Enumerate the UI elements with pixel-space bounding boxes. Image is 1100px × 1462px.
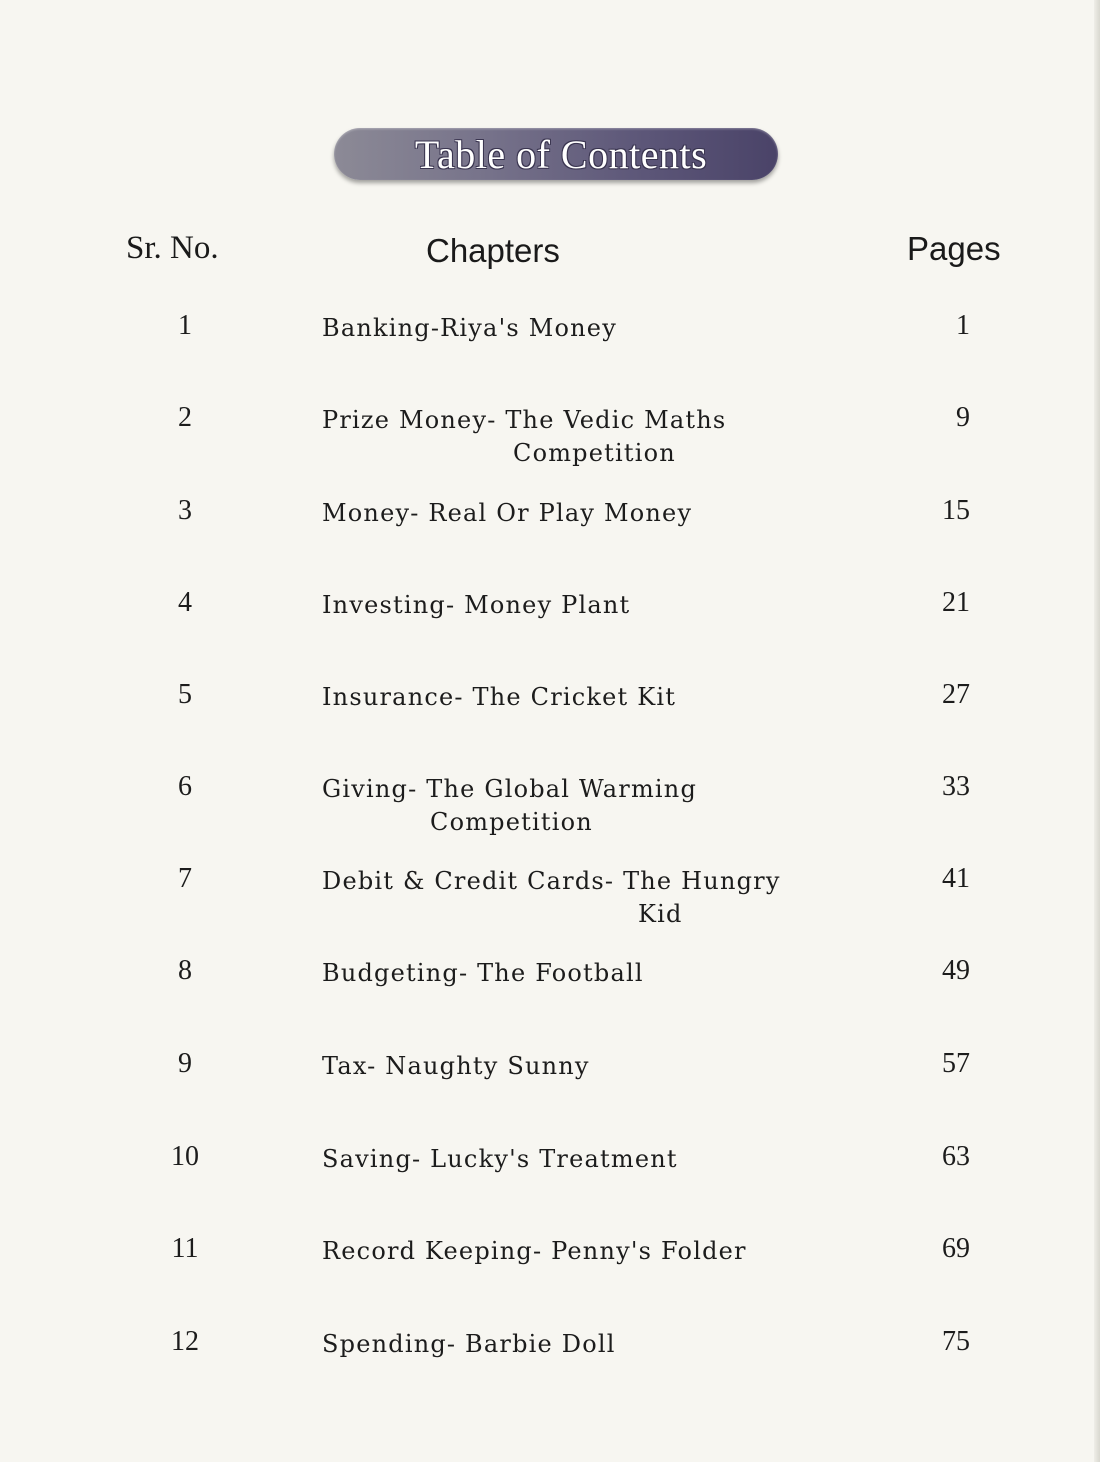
chapter-text: Insurance- The Cricket Kit [322,683,677,711]
toc-row [0,863,1100,943]
toc-row [0,1048,1100,1128]
chapter-title [322,1328,882,1361]
header-pages: Pages [907,230,1001,267]
sr-number: 12 [171,1326,199,1357]
page-number: 33 [942,771,970,802]
toc-row [0,1233,1100,1313]
chapter-text: Tax- Naughty Sunny [322,1052,590,1080]
chapter-text: Spending- Barbie Doll [322,1330,616,1358]
toc-row [0,495,1100,575]
sr-number: 3 [178,495,192,526]
chapter-continuation: Kid [638,900,683,928]
page-title: Table of Contents [414,131,708,177]
toc-row [0,771,1100,851]
sr-number: 11 [171,1233,199,1264]
page-number: 49 [942,955,970,986]
page-number: 15 [942,495,970,526]
header-chapters: Chapters [426,232,560,269]
chapter-text: Debit & Credit Cards- The Hungry [322,867,781,895]
sr-number: 1 [178,310,192,341]
sr-number: 10 [171,1141,199,1172]
chapter-title [322,497,882,530]
chapter-title [322,312,882,345]
page-number: 41 [942,863,970,894]
chapter-text: Giving- The Global Warming [322,775,698,803]
chapter-text: Prize Money- The Vedic Maths [322,406,727,434]
header-sr-no: Sr. No. [126,230,219,266]
sr-number: 4 [178,587,192,618]
page-number: 1 [956,310,970,341]
chapter-title [322,773,882,839]
sr-number: 8 [178,955,192,986]
toc-row [0,1326,1100,1406]
chapter-title [322,681,882,714]
chapter-title [322,589,882,622]
toc-row [0,402,1100,482]
chapter-text: Saving- Lucky's Treatment [322,1145,678,1173]
chapter-text: Money- Real Or Play Money [322,499,693,527]
page-number: 9 [956,402,970,433]
chapter-title [322,404,882,470]
chapter-text: Record Keeping- Penny's Folder [322,1237,747,1265]
page-number: 27 [942,679,970,710]
page-number: 69 [942,1233,970,1264]
sr-number: 9 [178,1048,192,1079]
chapter-text: Budgeting- The Football [322,959,644,987]
chapter-title [322,1143,882,1176]
chapter-continuation: Competition [513,439,676,467]
sr-number: 7 [178,863,192,894]
toc-row [0,955,1100,1035]
chapter-title [322,865,882,931]
chapter-title [322,1050,882,1083]
page-number: 57 [942,1048,970,1079]
page-number: 75 [942,1326,970,1357]
chapter-title [322,957,882,990]
sr-number: 2 [178,402,192,433]
page-number: 63 [942,1141,970,1172]
chapter-text: Investing- Money Plant [322,591,631,619]
chapter-title [322,1235,882,1268]
chapter-continuation: Competition [430,808,593,836]
sr-number: 5 [178,679,192,710]
toc-row [0,310,1100,390]
title-banner [334,128,778,180]
sr-number: 6 [178,771,192,802]
chapter-text: Banking-Riya's Money [322,314,617,342]
page-number: 21 [942,587,970,618]
toc-row [0,679,1100,759]
toc-row [0,1141,1100,1221]
toc-row [0,587,1100,667]
